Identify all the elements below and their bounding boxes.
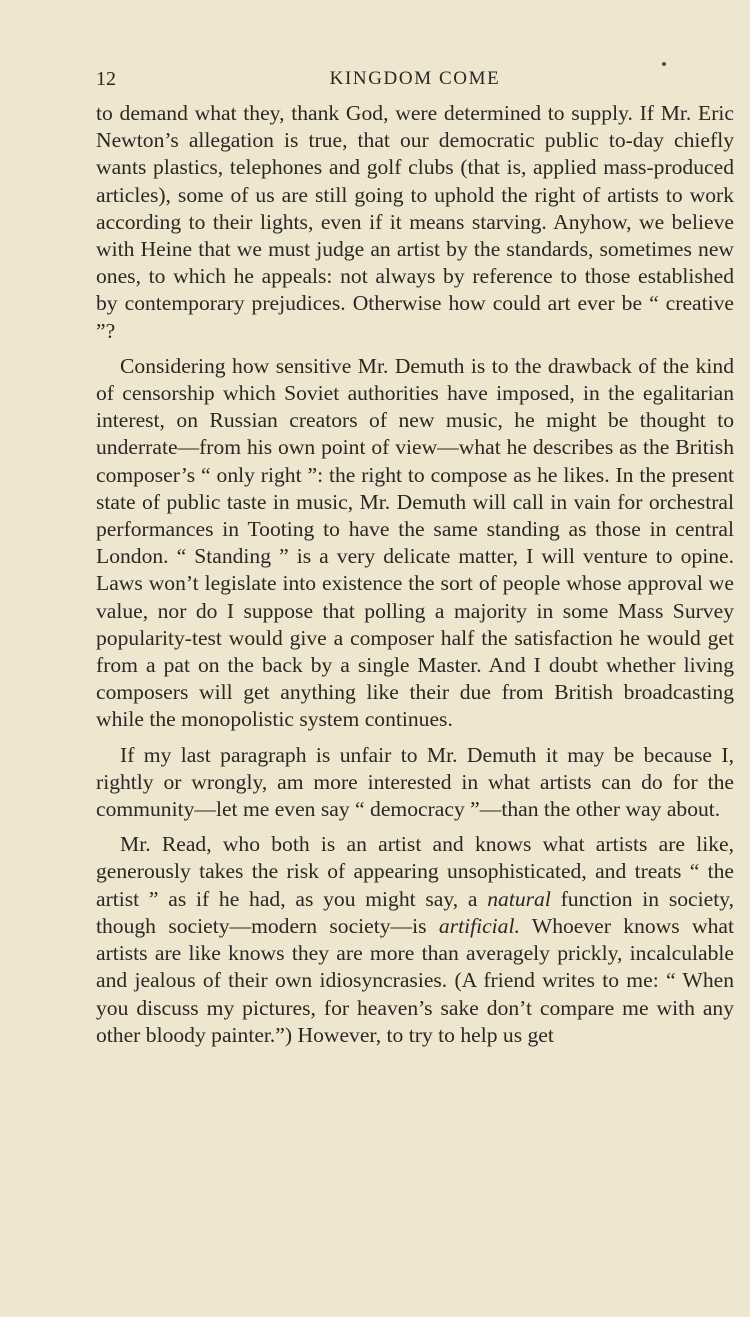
emphasis-artificial: artificial. [438,913,520,938]
body-text [96,100,734,1057]
running-title: KINGDOM COME [329,68,501,89]
paragraph-4-part-2: function in society, though society—modern society—is [96,886,734,938]
emphasis-natural: natural [487,886,551,911]
paragraph-4-part-1: Mr. Read, who both is an artist and knows what artists are like, generously takes the risk of appearing unsophisticated, and treats “ the artist ” as if he had, as you might say, a [96,832,734,911]
paragraph-2: Considering how sensitive Mr. Demuth is to the drawback of the kind of censorship which Soviet authorities have imposed, in the egalitarian interest, on Russian creators of new music, he might be thought to underrate—from his own point of view—what he describes as the British composer’s “ only right ”: the right to compose as he likes. In the present state of public taste in music, Mr. Demuth will call in vain for orchestral performances in Tooting to have the same standing as those in central London. “ Standing ” is a very delicate matter, I will venture to opine. Laws won’t legislate into existence the sort of people whose approval we value, nor do I suppose that polling a majority in some Mass Survey popularity-test would give a composer half the satisfaction he would get from a pat on the back by a single Master. And I doubt whether living composers will get anything like their due from British broadcasting while the monopolistic system continues. [96,353,734,732]
paragraph-4 [96,831,734,1049]
paragraph-4-part-3: Whoever knows what artists are like knows they are more than averagely prickly, incalculable and jealous of their own idiosyncrasies. (A friend writes to me: “ When you discuss my pictures, for heaven’s sake don’t compare me with any other bloody painter.”) However, to try to help us get [96,913,734,1047]
paragraph-1: to demand what they, thank God, were determined to supply. If Mr. Eric Newton’s allegation is true, that our democratic public to-day chiefly wants plastics, telephones and golf clubs (that is, applied mass-produced articles), some of us are still going to uphold the right of artists to work according to their lights, even if it means starving. Anyhow, we believe with Heine that we must judge an artist by the standards, sometimes new ones, to which he appeals: not always by reference to those established by contemporary prejudices. Otherwise how could art ever be “ creative ”? [96,101,734,343]
paragraph-3: If my last paragraph is unfair to Mr. Demuth it may be because I, rightly or wrongly, am more interested in what artists can do for the community—let me even say “ democracy ”—than the other way about. [96,742,734,822]
page-number: 12 [96,68,116,90]
ink-speck [662,62,666,66]
page-header [96,64,734,94]
